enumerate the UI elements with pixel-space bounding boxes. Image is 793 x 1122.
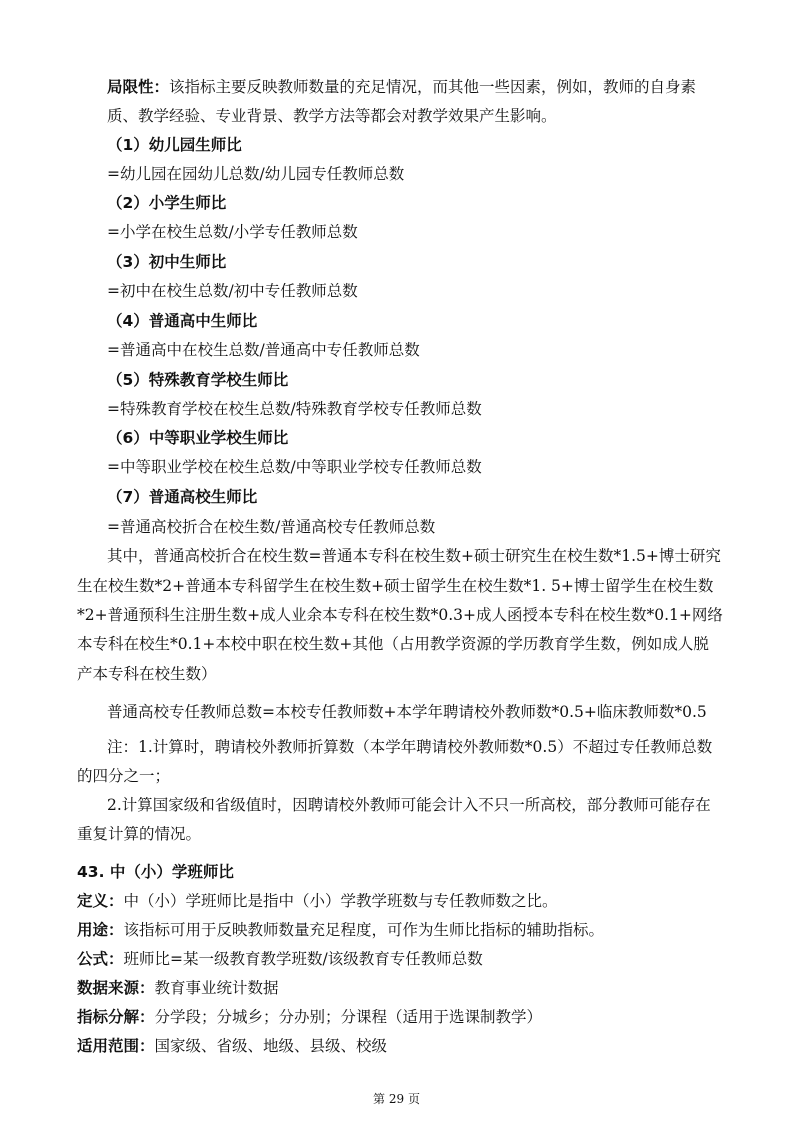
ratio-formula-2: =小学在校生总数/小学专任教师总数: [107, 223, 358, 241]
limitation-label: 局限性：: [107, 78, 170, 96]
source-text: 教育事业统计数据: [154, 979, 279, 997]
ratio-heading-3: （3）初中生师比: [107, 253, 227, 271]
ratio-formula-6: =中等职业学校在校生总数/中等职业学校专任教师总数: [107, 458, 482, 476]
source-row: [77, 974, 279, 1003]
formula-text: 班师比=某一级教育教学班数/该级教育专任教师总数: [123, 950, 483, 968]
breakdown-row: [77, 1003, 542, 1032]
explain-note-2-cont: 重复计算的情况。: [77, 825, 202, 843]
scope-label: 适用范围：: [77, 1037, 155, 1055]
ratio-formula-5: =特殊教育学校在校生总数/特殊教育学校专任教师总数: [107, 400, 482, 418]
definition-row: [77, 887, 558, 916]
explain-line-2: 生在校生数*2+普通本专科留学生在校生数+硕士留学生在校生数*1. 5+博士留学生在校生数: [77, 577, 714, 595]
explain-line-3: *2+普通预科生注册生数+成人业余本专科在校生数*0.3+成人函授本专科在校生数*0.1+网络: [77, 606, 723, 624]
ratio-heading-1: （1）幼儿园生师比: [107, 136, 242, 154]
formula-row: [77, 945, 483, 974]
usage-row: [77, 916, 604, 945]
ratio-formula-7: =普通高校折合在校生数/普通高校专任教师总数: [107, 518, 436, 536]
explain-note-2: 2.计算国家级和省级值时，因聘请校外教师可能会计入不只一所高校，部分教师可能存在: [107, 796, 711, 814]
explain-note-1-cont: 的四分之一；: [77, 767, 171, 785]
limitation-line-2: 质、教学经验、专业背景、教学方法等都会对教学效果产生影响。: [107, 107, 557, 125]
limitation-text-1: 该指标主要反映教师数量的充足情况，而其他一些因素，例如，教师的自身素: [169, 78, 697, 96]
usage-label: 用途：: [77, 921, 124, 939]
scope-text: 国家级、省级、地级、县级、校级: [154, 1037, 388, 1055]
ratio-heading-5: （5）特殊教育学校生师比: [107, 371, 289, 389]
page-number: 第 29 页: [373, 1092, 420, 1106]
explain-line-1: 其中，普通高校折合在校生数=普通本专科在校生数+硕士研究生在校生数*1.5+博士研究: [107, 547, 721, 565]
ratio-heading-2: （2）小学生师比: [107, 194, 227, 212]
usage-text: 该指标可用于反映教师数量充足程度，可作为生师比指标的辅助指标。: [123, 921, 605, 939]
ratio-formula-4: =普通高中在校生总数/普通高中专任教师总数: [107, 341, 420, 359]
source-label: 数据来源：: [77, 979, 155, 997]
ratio-heading-6: （6）中等职业学校生师比: [107, 429, 289, 447]
formula-label: 公式：: [77, 950, 124, 968]
explain-line-6: 普通高校专任教师总数=本校专任教师数+本学年聘请校外教师数*0.5+临床教师数*0.5: [107, 703, 707, 721]
definition-label: 定义：: [77, 892, 124, 910]
scope-row: [77, 1032, 387, 1061]
explain-line-5: 产本专科在校生数）: [77, 665, 217, 683]
section-title: 43. 中（小）学班师比: [77, 863, 234, 881]
breakdown-label: 指标分解：: [77, 1008, 155, 1026]
ratio-formula-1: =幼儿园在园幼儿总数/幼儿园专任教师总数: [107, 165, 405, 183]
ratio-heading-7: （7）普通高校生师比: [107, 488, 258, 506]
breakdown-text: 分学段；分城乡；分办别；分课程（适用于选课制教学）: [154, 1008, 543, 1026]
explain-note-1: 注：1.计算时，聘请校外教师折算数（本学年聘请校外教师数*0.5）不超过专任教师总数: [107, 738, 713, 756]
ratio-heading-4: （4）普通高中生师比: [107, 312, 258, 330]
ratio-formula-3: =初中在校生总数/初中专任教师总数: [107, 282, 358, 300]
explain-line-4: 本专科在校生*0.1+本校中职在校生数+其他（占用教学资源的学历教育学生数，例如成人脱: [77, 635, 709, 653]
definition-text: 中（小）学班师比是指中（小）学教学班数与专任教师数之比。: [123, 892, 558, 910]
limitation-line-1: [107, 73, 696, 102]
